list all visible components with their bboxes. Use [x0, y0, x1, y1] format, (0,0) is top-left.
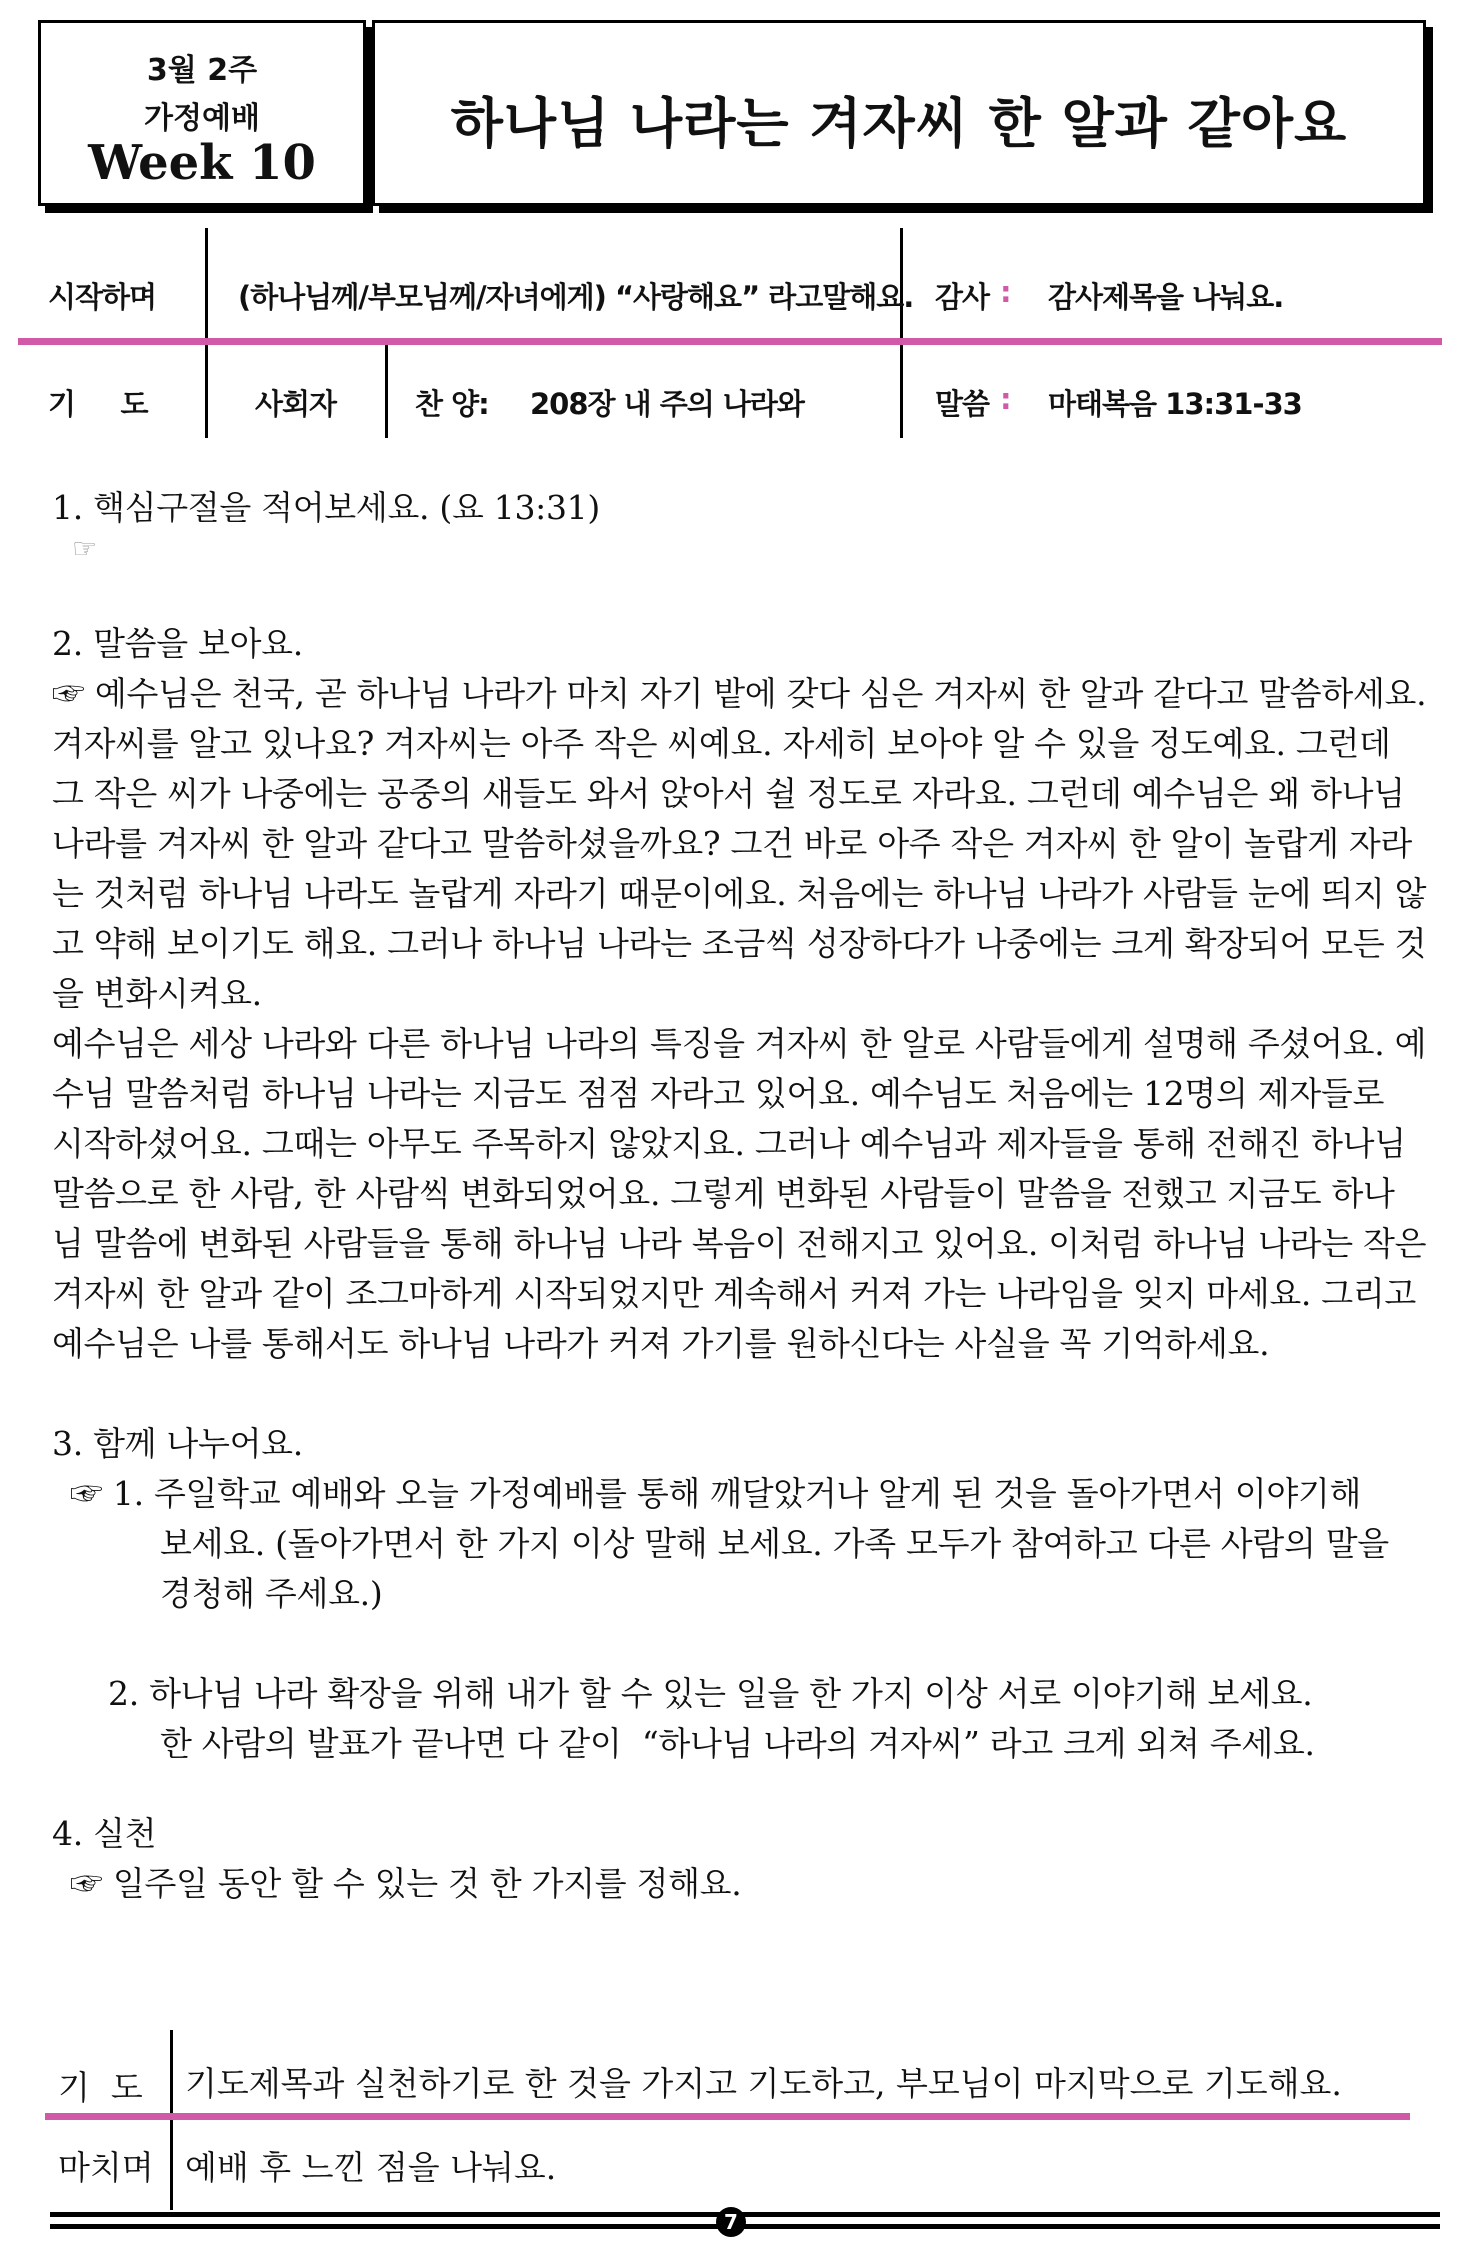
word-label: 말씀: [935, 387, 990, 421]
scripture-ref: 마태복음 13:31-33: [1048, 387, 1302, 421]
body-paragraph-line: ☞ 예수님은 천국, 곧 하나님 나라가 마치 자기 밭에 갖다 심은 겨자씨 한 알과 같다고 말씀하세요.: [52, 674, 1427, 713]
body-paragraph-line: 시작하셨어요. 그때는 아무도 주목하지 않았지요. 그러나 예수님과 제자들을 통해 전해진 하나님: [52, 1124, 1406, 1163]
word-colon: :: [1000, 382, 1011, 416]
week-date: 3월 2주: [146, 53, 258, 88]
start-text: (하나님께/부모님께/자녀에게) “사랑해요” 라고말해요.: [238, 280, 914, 314]
practice-text: ☞ 일주일 동안 할 수 있는 것 한 가지를 정해요.: [70, 1864, 742, 1903]
section-3-title: 3. 함께 나누어요.: [52, 1424, 303, 1463]
share-item-1-cont: 경청해 주세요.): [160, 1574, 383, 1613]
body-paragraph-line: 수님 말씀처럼 하나님 나라는 지금도 점점 자라고 있어요. 예수님도 처음에는 12명의 제자들로: [52, 1074, 1385, 1113]
body-paragraph-line: 겨자씨를 알고 있나요? 겨자씨는 아주 작은 씨예요. 자세히 보아야 알 수 있을 정도예요. 그런데: [52, 724, 1391, 763]
table-divider: [900, 228, 903, 438]
share-item-1-cont: 보세요. (돌아가면서 한 가지 이상 말해 보세요. 가족 모두가 참여하고 다른 사람의 말을: [160, 1524, 1389, 1563]
footer-closing-text: 예배 후 느낀 점을 나눠요.: [185, 2148, 557, 2187]
footer-divider: [170, 2030, 173, 2210]
pointing-hand-icon: ☞: [72, 532, 97, 565]
table-divider: [205, 228, 208, 438]
page-title: 하나님 나라는 겨자씨 한 알과 같아요: [450, 92, 1348, 155]
table-separator: [18, 338, 1442, 345]
page-number: 7: [716, 2207, 746, 2237]
body-paragraph-line: 고 약해 보이기도 해요. 그러나 하나님 나라는 조금씩 성장하다가 나중에는 크게 확장되어 모든 것: [52, 924, 1427, 963]
hymn-label: 찬 양:: [415, 387, 489, 421]
title-box: [372, 20, 1426, 206]
week-number: Week 10: [88, 135, 316, 191]
body-paragraph-line: 겨자씨 한 알과 같이 조그마하게 시작되었지만 계속해서 커져 가는 나라임을 잊지 마세요. 그리고: [52, 1274, 1417, 1313]
section-2-title: 2. 말씀을 보아요.: [52, 624, 303, 663]
share-item-1: ☞ 1. 주일학교 예배와 오늘 가정예배를 통해 깨달았거나 알게 된 것을 돌아가면서 이야기해: [70, 1474, 1362, 1513]
share-item-2: 2. 하나님 나라 확장을 위해 내가 할 수 있는 일을 한 가지 이상 서로 이야기해 보세요.: [108, 1674, 1313, 1713]
footer-separator: [45, 2113, 1410, 2120]
footer-closing-label: 마치며: [58, 2148, 154, 2187]
section-1-title: 1. 핵심구절을 적어보세요. (요 13:31): [52, 488, 600, 527]
footer-prayer-label: 기 도: [58, 2068, 143, 2107]
section-4-title: 4. 실천: [52, 1814, 157, 1853]
week-box: [38, 20, 366, 206]
start-label: 시작하며: [48, 280, 157, 314]
share-item-2-cont: 한 사람의 발표가 끝나면 다 같이 “하나님 나라의 겨자씨” 라고 크게 외쳐 주세요.: [160, 1724, 1315, 1763]
body-paragraph-line: 님 말씀에 변화된 사람들을 통해 하나님 나라 복음이 전해지고 있어요. 이처럼 하나님 나라는 작은: [52, 1224, 1427, 1263]
body-paragraph-line: 는 것처럼 하나님 나라도 놀랍게 자라기 때문이에요. 처음에는 하나님 나라가 사람들 눈에 띄지 않: [52, 874, 1427, 913]
body-paragraph-line: 나라를 겨자씨 한 알과 같다고 말씀하셨을까요? 그건 바로 아주 작은 겨자씨 한 알이 놀랍게 자라: [52, 824, 1413, 863]
hymn-text: 208장 내 주의 나라와: [530, 387, 804, 421]
table-divider: [385, 345, 388, 438]
body-paragraph-line: 말씀으로 한 사람, 한 사람씩 변화되었어요. 그렇게 변화된 사람들이 말씀을 전했고 지금도 하나: [52, 1174, 1395, 1213]
body-paragraph-line: 예수님은 나를 통해서도 하나님 나라가 커져 가기를 원하신다는 사실을 꼭 기억하세요.: [52, 1324, 1270, 1363]
thanks-colon: :: [1000, 275, 1011, 309]
presider-label: 사회자: [255, 387, 337, 421]
thanks-label: 감사: [935, 280, 990, 314]
body-paragraph-line: 예수님은 세상 나라와 다른 하나님 나라의 특징을 겨자씨 한 알로 사람들에게 설명해 주셨어요. 예: [52, 1024, 1427, 1063]
footer-prayer-text: 기도제목과 실천하기로 한 것을 가지고 기도하고, 부모님이 마지막으로 기도해요.: [185, 2064, 1342, 2103]
prayer-label: 기 도: [48, 387, 148, 421]
thanks-text: 감사제목을 나눠요.: [1048, 280, 1284, 314]
worship-type: 가정예배: [144, 101, 260, 136]
body-paragraph-line: 그 작은 씨가 나중에는 공중의 새들도 와서 앉아서 쉴 정도로 자라요. 그런데 예수님은 왜 하나님: [52, 774, 1405, 813]
body-paragraph-line: 을 변화시켜요.: [52, 974, 262, 1013]
